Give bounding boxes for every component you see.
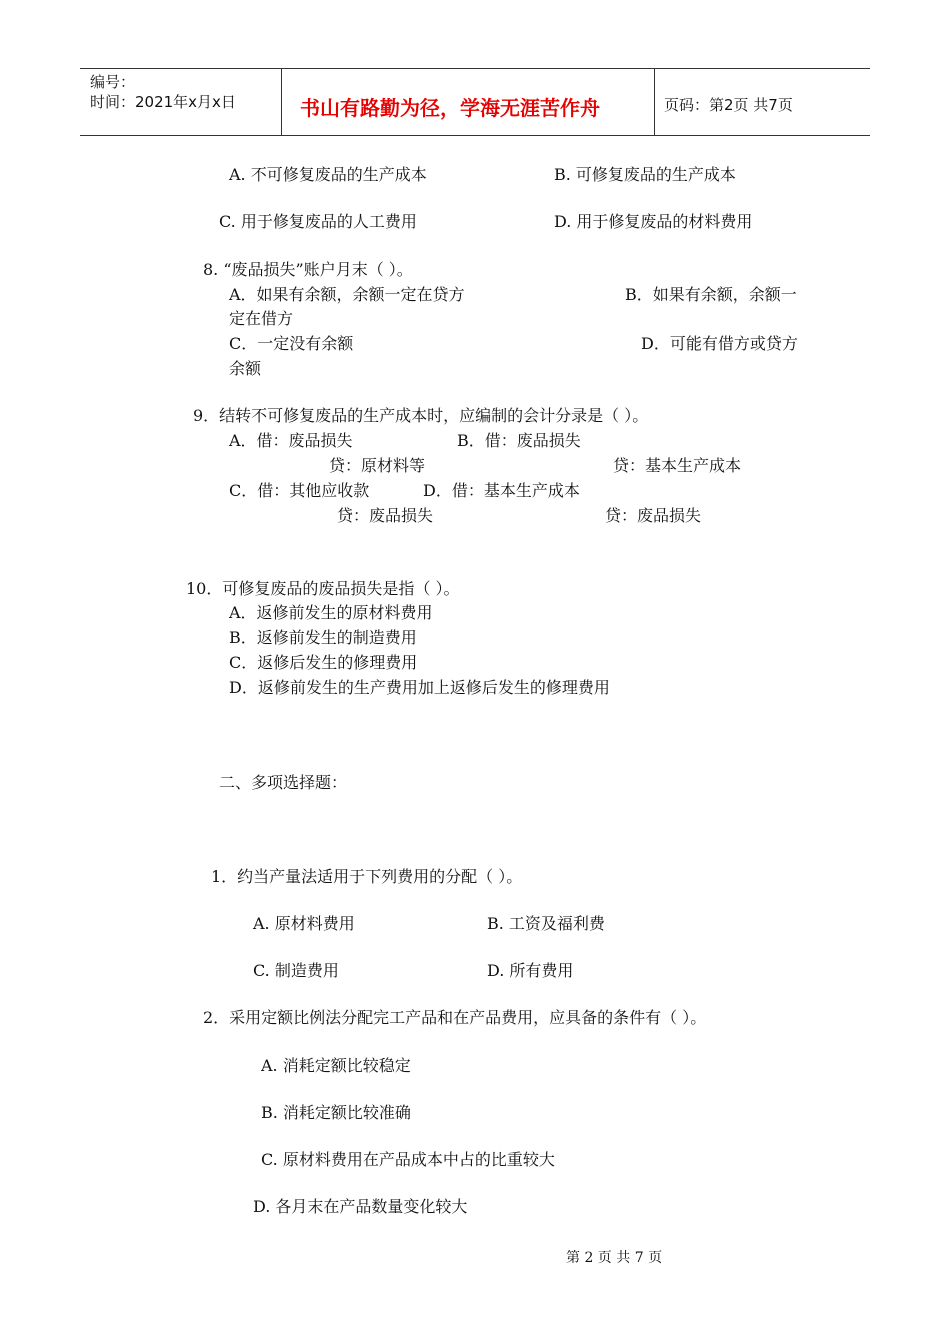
header-top-rule	[80, 68, 870, 69]
q9-option-b-credit: 贷：基本生产成本	[613, 456, 742, 475]
header-divider-left	[281, 68, 282, 136]
m1-option-c: C. 制造费用	[253, 961, 339, 980]
q9-option-c-debit: C．借：其他应收款	[229, 481, 370, 500]
m2-option-b: B. 消耗定额比较准确	[261, 1103, 411, 1122]
m2-option-d: D. 各月末在产品数量变化较大	[253, 1197, 468, 1216]
q10-stem: 10．可修复废品的废品损失是指（ ）。	[186, 579, 460, 598]
header-page-label: 页码：第2页 共7页	[664, 96, 793, 114]
q8-option-b: B．如果有余额，余额一	[625, 285, 797, 304]
q9-option-d-debit: D．借：基本生产成本	[423, 481, 580, 500]
m1-stem: 1．约当产量法适用于下列费用的分配（ ）。	[211, 867, 523, 886]
header-divider-right	[654, 68, 655, 136]
q8-option-d: D．可能有借方或贷方	[641, 334, 798, 353]
q8-option-c: C．一定没有余额	[229, 334, 354, 353]
q10-option-a: A．返修前发生的原材料费用	[229, 603, 433, 622]
q8-stem: 8. “废品损失”账户月末（ ）。	[203, 260, 413, 279]
q9-stem: 9．结转不可修复废品的生产成本时，应编制的会计分录是（ ）。	[193, 406, 649, 425]
m1-option-a: A. 原材料费用	[253, 914, 355, 933]
q8-option-a: A．如果有余额，余额一定在贷方	[229, 285, 465, 304]
q7-option-d: D. 用于修复废品的材料费用	[554, 212, 753, 231]
q7-option-c: C. 用于修复废品的人工费用	[219, 212, 417, 231]
m2-option-c: C. 原材料费用在产品成本中占的比重较大	[261, 1150, 555, 1169]
header-time-label: 时间：2021年x月x日	[90, 93, 236, 111]
q9-option-a-debit: A．借：废品损失	[229, 431, 353, 450]
q10-option-b: B．返修前发生的制造费用	[229, 628, 417, 647]
q9-option-d-credit: 贷：废品损失	[605, 506, 702, 525]
q9-option-a-credit: 贷：原材料等	[329, 456, 426, 475]
header-bottom-rule	[80, 135, 870, 136]
section-2-title: 二、多项选择题：	[219, 773, 348, 792]
q9-option-b-debit: B．借：废品损失	[457, 431, 581, 450]
m2-option-a: A. 消耗定额比较稳定	[261, 1056, 411, 1075]
header-motto: 书山有路勤为径，学海无涯苦作舟	[300, 96, 600, 120]
q9-option-c-credit: 贷：废品损失	[337, 506, 434, 525]
header-number-label: 编号：	[90, 73, 136, 91]
m1-option-d: D. 所有费用	[487, 961, 574, 980]
q7-option-a: A. 不可修复废品的生产成本	[229, 165, 427, 184]
q8-option-b-continued: 定在借方	[229, 309, 294, 328]
footer-page-number: 第 2 页 共 7 页	[566, 1250, 663, 1266]
q7-option-b: B. 可修复废品的生产成本	[554, 165, 736, 184]
m1-option-b: B. 工资及福利费	[487, 914, 605, 933]
q10-option-d: D．返修前发生的生产费用加上返修后发生的修理费用	[229, 678, 610, 697]
q10-option-c: C．返修后发生的修理费用	[229, 653, 418, 672]
q8-option-d-continued: 余额	[229, 359, 262, 378]
m2-stem: 2．采用定额比例法分配完工产品和在产品费用，应具备的条件有（ ）。	[203, 1008, 707, 1027]
